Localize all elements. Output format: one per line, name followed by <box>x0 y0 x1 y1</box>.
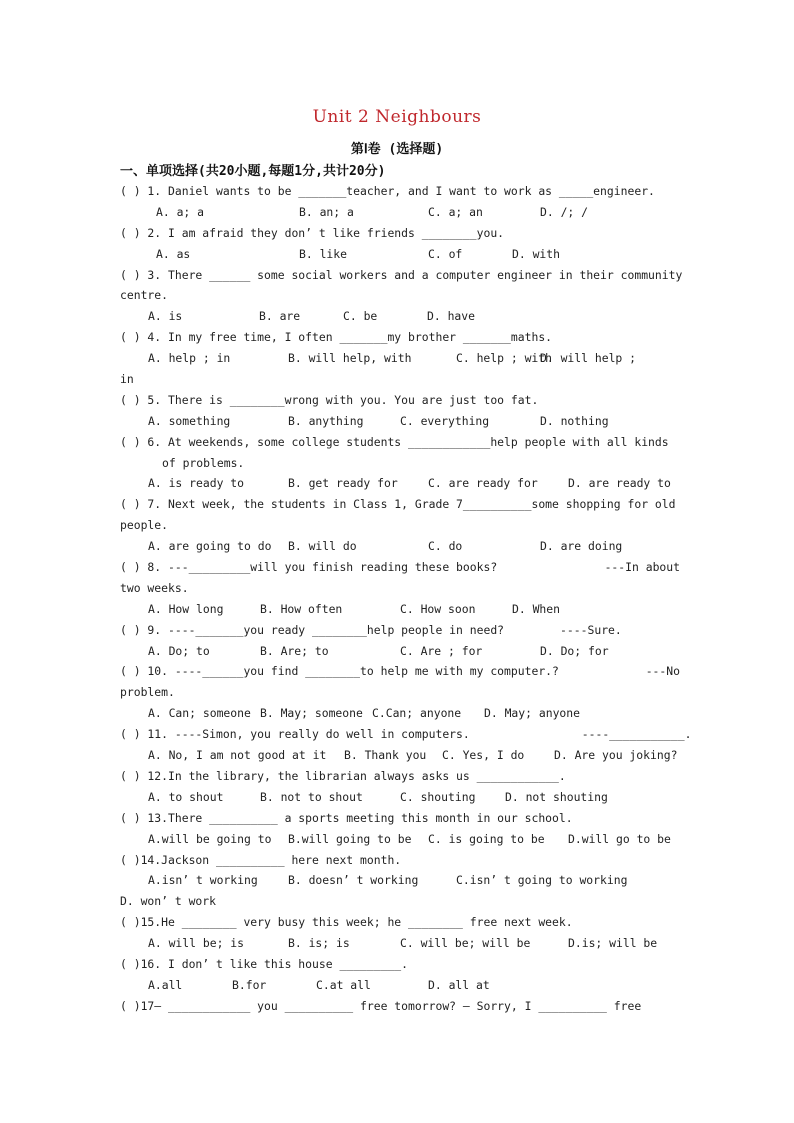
option-c: C. help ; with <box>456 351 553 366</box>
option-d: D. have <box>427 309 476 324</box>
question-line <box>120 661 680 682</box>
option-c: C. a; an <box>428 204 483 219</box>
option-d: D. Do; for <box>540 643 609 658</box>
question-stem: ( ) 7. Next week, the students in Class 1, Grade 7__________some shopping for old <box>120 497 676 512</box>
option-d: D.will go to be <box>568 831 671 846</box>
option-b: B. will help, with <box>288 351 412 366</box>
dialogue-reply: ----Sure. <box>560 622 622 637</box>
answer-options <box>120 975 680 996</box>
option-a: A. are going to do <box>148 539 272 554</box>
answer-options <box>120 829 680 850</box>
answer-options <box>120 599 680 620</box>
option-d: D. Are you joking? <box>554 748 678 763</box>
answer-options <box>120 244 680 265</box>
option-a: A. help ; in <box>148 351 231 366</box>
option-b: B. anything <box>288 413 364 428</box>
question-line <box>120 557 680 578</box>
question-list <box>120 181 692 1017</box>
question-stem: ( ) 4. In my free time, I often _______my brother _______maths. <box>120 330 553 345</box>
option-b: B. is; is <box>288 936 350 951</box>
option-b: B. not to shout <box>260 789 363 804</box>
option-d: D. are ready to <box>568 476 671 491</box>
option-wrap: in <box>120 372 134 387</box>
part-heading: 第Ⅰ卷 (选择题) <box>350 142 444 157</box>
question-stem: ( ) 5. There is ________wrong with you. You are just too fat. <box>120 392 539 407</box>
question-stem: ( ) 3. There ______ some social workers and a computer engineer in their community <box>120 267 683 282</box>
question-line <box>120 620 680 641</box>
option-a: A.will be going to <box>148 831 272 846</box>
question-continuation: two weeks. <box>120 580 189 595</box>
option-a: A. a; a <box>156 204 205 219</box>
answer-options <box>120 348 680 369</box>
question-stem: ( ) 11. ----Simon, you really do well in computers. <box>120 727 470 742</box>
answer-options <box>120 536 680 557</box>
option-a: A. as <box>156 246 191 261</box>
answer-options <box>120 933 680 954</box>
option-d: D. /; / <box>540 204 589 219</box>
option-b: B. doesn’ t working <box>288 873 419 888</box>
option-b: B. Thank you <box>344 748 427 763</box>
option-b: B. are <box>259 309 301 324</box>
question-stem: ( )14.Jackson __________ here next month. <box>120 852 402 867</box>
question-continuation: people. <box>120 518 169 533</box>
question-stem: ( ) 13.There __________ a sports meeting this month in our school. <box>120 810 573 825</box>
option-b: B. like <box>299 246 348 261</box>
option-c: C.at all <box>316 977 371 992</box>
option-b: B. an; a <box>299 204 354 219</box>
option-d: D. are doing <box>540 539 623 554</box>
answer-options <box>120 473 680 494</box>
option-c: C. everything <box>400 413 490 428</box>
option-c: C. do <box>428 539 463 554</box>
option-d: D. all at <box>428 977 490 992</box>
option-a: A. No, I am not good at it <box>148 748 327 763</box>
option-a: A.isn’ t working <box>148 873 258 888</box>
option-b: B. get ready for <box>288 476 398 491</box>
option-a: A.all <box>148 977 183 992</box>
question-stem: ( )16. I don’ t like this house _________. <box>120 956 409 971</box>
section-heading: 一、单项选择(共20小题,每题1分,共计20分) <box>120 164 386 179</box>
option-b: B.will going to be <box>288 831 412 846</box>
dialogue-reply: ----___________. <box>581 727 692 742</box>
option-b: B. will do <box>288 539 357 554</box>
page-title: Unit 2 Neighbours <box>312 107 482 127</box>
option-a: A. will be; is <box>148 936 245 951</box>
answer-options <box>120 411 680 432</box>
question-continuation: problem. <box>120 685 175 700</box>
option-a: A. is <box>148 309 183 324</box>
option-c: C.Can; anyone <box>372 706 462 721</box>
question-stem: ( )15.He ________ very busy this week; he ________ free next week. <box>120 915 573 930</box>
option-c: C. of <box>428 246 463 261</box>
answer-options <box>120 745 680 766</box>
option-a: A. How long <box>148 601 224 616</box>
option-d: D. May; anyone <box>484 706 581 721</box>
option-b: B. May; someone <box>260 706 363 721</box>
option-a: A. to shout <box>148 789 224 804</box>
option-a: A. Do; to <box>148 643 210 658</box>
option-d: D. with <box>512 246 561 261</box>
answer-options <box>120 641 680 662</box>
option-c: C. be <box>343 309 378 324</box>
option-a: A. is ready to <box>148 476 245 491</box>
question-continuation: centre. <box>120 288 169 303</box>
option-a: A. Can; someone <box>148 706 251 721</box>
option-b: B. How often <box>260 601 343 616</box>
question-continuation: of problems. <box>162 455 245 470</box>
question-stem: ( ) 2. I am afraid they don’ t like friends ________you. <box>120 225 505 240</box>
option-c: C. shouting <box>400 789 476 804</box>
answer-options <box>120 787 680 808</box>
option-c: C.isn’ t going to working <box>456 873 628 888</box>
answer-options <box>120 202 680 223</box>
question-stem: ( ) 6. At weekends, some college students ____________help people with all kinds <box>120 434 669 449</box>
answer-options <box>120 703 680 724</box>
question-line <box>120 724 692 745</box>
option-d: D. When <box>512 601 561 616</box>
question-stem: ( )17— ____________ you __________ free tomorrow? — Sorry, I __________ free <box>120 998 642 1013</box>
dialogue-reply: ---In about <box>604 560 680 575</box>
dialogue-reply: ---No <box>645 664 680 679</box>
option-d: D.is; will be <box>568 936 658 951</box>
option-b: B.for <box>232 977 267 992</box>
question-stem: ( ) 1. Daniel wants to be _______teacher, and I want to work as _____engineer. <box>120 184 655 198</box>
answer-options <box>120 870 680 891</box>
option-c: C. is going to be <box>428 831 545 846</box>
option-d: D. nothing <box>540 413 609 428</box>
option-a: A. something <box>148 413 231 428</box>
option-c: C. will be; will be <box>400 936 531 951</box>
option-d: D. not shouting <box>505 789 608 804</box>
option-c: C. Yes, I do <box>442 748 525 763</box>
option-b: B. Are; to <box>260 643 329 658</box>
option-wrap: D. won’ t work <box>120 894 217 909</box>
option-c: C. are ready for <box>428 476 538 491</box>
option-d: D. will help ; <box>540 351 637 366</box>
question-stem: ( ) 9. ----_______you ready ________help people in need? <box>120 622 505 637</box>
question-stem: ( ) 8. ---_________will you finish reading these books? <box>120 560 498 575</box>
option-c: C. How soon <box>400 601 476 616</box>
option-c: C. Are ; for <box>400 643 483 658</box>
answer-options <box>120 306 680 327</box>
question-stem: ( ) 12.In the library, the librarian always asks us ____________. <box>120 768 566 783</box>
question-stem: ( ) 10. ----______you find ________to help me with my computer.? <box>120 664 559 679</box>
